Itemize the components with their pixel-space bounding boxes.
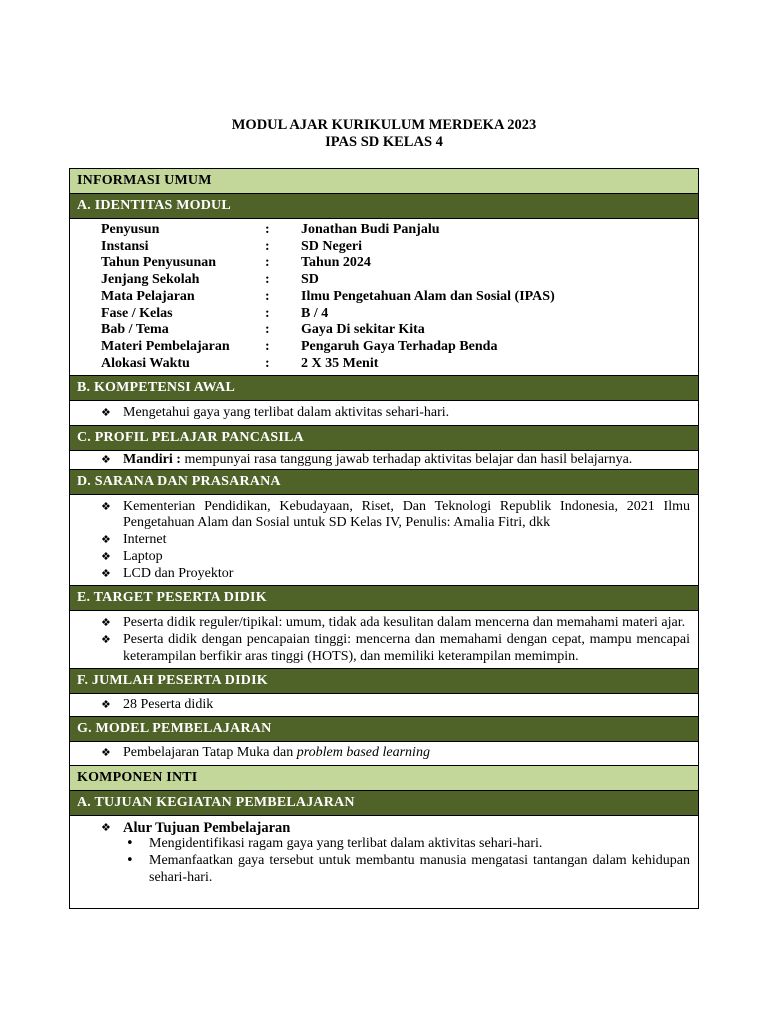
profil-text: mempunyai rasa tanggung jawab terhadap aktivitas belajar dan hasil belajarnya. — [180, 452, 633, 468]
identitas-row: Alokasi Waktu : 2 X 35 Menit — [101, 355, 379, 371]
heading-profil-pelajar: C. PROFIL PELAJAR PANCASILA — [69, 425, 699, 450]
heading-tujuan-kegiatan: A. TUJUAN KEGIATAN PEMBELAJARAN — [69, 790, 699, 815]
profil-label: Mandiri : — [123, 452, 181, 468]
identitas-row: Bab / Tema : Gaya Di sekitar Kita — [101, 322, 425, 338]
module-table — [69, 168, 699, 909]
identitas-row: Mata Pelajaran : Ilmu Pengetahuan Alam dan Sosial (IPAS) — [101, 288, 555, 304]
list-item: • Mengidentifikasi ragam gaya yang terlibat dalam aktivitas sehari-hari. — [101, 836, 690, 853]
list-item: • Memanfaatkan gaya tersebut untuk membantu manusia mengatasi tantangan dalam kehidupan sehari-hari. — [101, 853, 690, 886]
kompetensi-awal — [69, 400, 699, 425]
model-text: Pembelajaran Tatap Muka dan — [123, 745, 297, 761]
heading-identitas-modul: A. IDENTITAS MODUL — [69, 193, 699, 218]
document-title: MODUL AJAR KURIKULUM MERDEKA 2023 — [231, 117, 537, 133]
profil-pelajar — [69, 450, 699, 469]
identitas-row: Instansi : SD Negeri — [101, 238, 363, 254]
document-subtitle: IPAS SD KELAS 4 — [325, 134, 443, 150]
target-peserta — [69, 610, 699, 668]
section-komponen-inti: KOMPONEN INTI — [69, 765, 699, 790]
identitas-row: Penyusun : Jonathan Budi Panjalu — [101, 222, 440, 237]
list-item — [101, 745, 690, 762]
tujuan-kegiatan — [69, 815, 699, 909]
identitas-row: Tahun Penyusunan : Tahun 2024 — [101, 255, 371, 271]
list-item: ❖ LCD dan Proyektor — [101, 566, 690, 583]
list-item — [101, 452, 690, 469]
list-item: ❖ Kementerian Pendidikan, Kebudayaan, Riset, Dan Teknologi Republik Indonesia, 2021 Ilmu Pengetahuan Alam dan Sosial untuk SD Kelas IV, Penulis: Amalia Fitri, dkk — [101, 499, 690, 532]
model-text-italic: problem based learning — [296, 745, 430, 761]
heading-kompetensi-awal: B. KOMPETENSI AWAL — [69, 375, 699, 400]
list-item: ❖ Peserta didik dengan pencapaian tinggi: mencerna dan memahami dengan cepat, mampu mencapai keterampilan berfikir aras tinggi (HOTS), dan memiliki keterampilan memimpin. — [101, 632, 690, 665]
identitas-row: Fase / Kelas : B / 4 — [101, 305, 329, 321]
list-item: ❖ 28 Peserta didik — [101, 697, 690, 714]
identitas-modul — [69, 218, 699, 375]
heading-sarana-prasarana: D. SARANA DAN PRASARANA — [69, 469, 699, 494]
heading-model-pembelajaran: G. MODEL PEMBELAJARAN — [69, 716, 699, 741]
sarana-prasarana — [69, 494, 699, 586]
spacer — [101, 887, 690, 908]
tujuan-subheading: ❖ Alur Tujuan Pembelajaran — [101, 820, 690, 837]
identitas-row: Jenjang Sekolah : SD — [101, 272, 319, 288]
heading-target-peserta: E. TARGET PESERTA DIDIK — [69, 585, 699, 610]
list-item: ❖ Laptop — [101, 549, 690, 566]
list-item: ❖ Mengetahui gaya yang terlibat dalam aktivitas sehari-hari. — [101, 405, 690, 422]
list-item: ❖ Peserta didik reguler/tipikal: umum, tidak ada kesulitan dalam mencerna dan memahami materi ajar. — [101, 615, 690, 632]
jumlah-peserta — [69, 693, 699, 716]
heading-jumlah-peserta: F. JUMLAH PESERTA DIDIK — [69, 668, 699, 693]
model-pembelajaran — [69, 741, 699, 765]
identitas-table — [101, 222, 555, 372]
identitas-row: Materi Pembelajaran : Pengaruh Gaya Terhadap Benda — [101, 338, 498, 354]
section-informasi-umum: INFORMASI UMUM — [69, 168, 699, 193]
list-item: ❖ Internet — [101, 532, 690, 549]
